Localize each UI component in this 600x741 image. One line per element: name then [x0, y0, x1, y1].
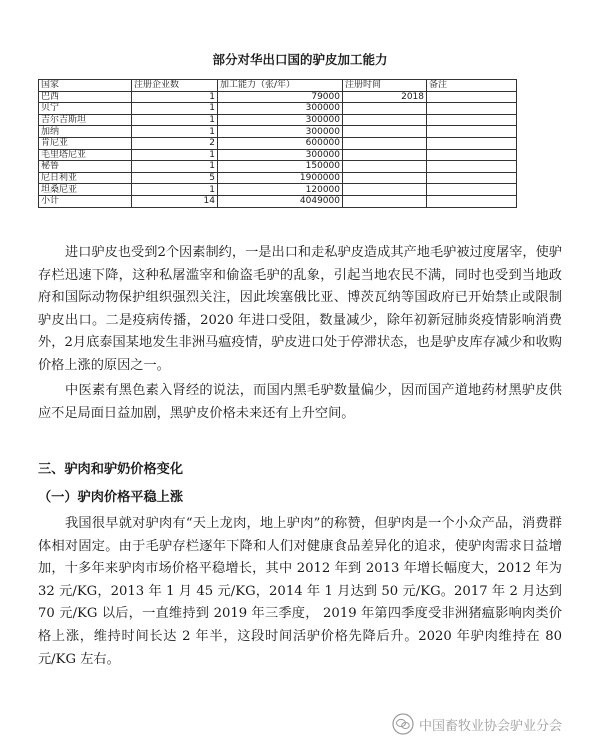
- paragraph-meat-price: 我国很早就对驴肉有“天上龙肉，地上驴肉”的称赞，但驴肉是一个小众产品，消费群体相对固定。由于毛驴存栏逐年下降和人们对健康食品差异化的追求，使驴肉需求日益增加，十多年来驴肉市场价格平稳增长，其中 2012 年到 2013 年增长幅度大，2012 年为 32 元/KG，2013 年 1 月 45 元/KG，2014 年 1 月达到 50 元/KG。2017 年 2 月达到 70 元/KG 以后，一直维持到 2019 年三季度， 2019 年第四季度受非洲猪瘟影响肉类价格上涨，维持时间长达 2 年半，这段时间活驴价格先降后升。2020 年驴肉维持在 80 元/KG 左右。: [38, 516, 562, 667]
- cell-capacity: 4049000: [218, 195, 343, 207]
- cell-companies: 1: [132, 126, 218, 138]
- table-row: [39, 114, 517, 126]
- header-reg-time: 注册时间: [343, 80, 427, 92]
- cell-country: 毛里塔尼亚: [39, 149, 132, 161]
- cell-country: 尼日利亚: [39, 172, 132, 184]
- cell-remarks: [427, 149, 517, 161]
- header-capacity: 加工能力（张/年）: [218, 80, 343, 92]
- table-header-row: [39, 80, 517, 92]
- section-heading-3: 三、驴肉和驴奶价格变化: [38, 462, 184, 477]
- cell-country: 吉尔吉斯坦: [39, 114, 132, 126]
- cell-remarks: [427, 184, 517, 196]
- table-row: [39, 149, 517, 161]
- cell-country: 秘鲁: [39, 161, 132, 173]
- cell-remarks: [427, 172, 517, 184]
- paragraph-black-donkey: 中医素有黑色素入肾经的说法，而国内黑毛驴数量偏少，因而国产道地药材黑驴皮供应不足局面日益加剧，黑驴皮价格未来还有上升空间。: [38, 383, 562, 421]
- cell-capacity: 300000: [218, 103, 343, 115]
- table-row: [39, 195, 517, 207]
- cell-companies: 5: [132, 172, 218, 184]
- paragraph-import-constraints: 进口驴皮也受到2个因素制约，一是出口和走私驴皮造成其产地毛驴被过度屠宰，使驴存栏迅速下降，这种私屠滥宰和偷盗毛驴的乱象，引起当地农民不满，同时也受到当地政府和国际动物保护组织强烈关注，因此埃塞俄比亚、博茨瓦纳等国政府已开始禁止或限制驴皮出口。二是疫病传播，2020 年进口受阻，数量减少，除年初新冠肺炎疫情影响消费外，2月底泰国某地发生非洲马瘟疫情，驴皮进口处于停滞状态，也是驴皮库存减少和收购价格上涨的原因之一。: [38, 245, 562, 373]
- cell-companies: 1: [132, 161, 218, 173]
- cell-companies: 1: [132, 184, 218, 196]
- cell-country: 肯尼亚: [39, 137, 132, 149]
- cell-reg-time: [343, 149, 427, 161]
- table-row: [39, 161, 517, 173]
- subsection-heading-1: （一）驴肉价格平稳上涨: [38, 490, 184, 505]
- header-remarks: 备注: [427, 80, 517, 92]
- cell-capacity: 600000: [218, 137, 343, 149]
- cell-reg-time: [343, 172, 427, 184]
- table-row: [39, 137, 517, 149]
- table-row: [39, 172, 517, 184]
- cell-reg-time: [343, 161, 427, 173]
- cell-companies: 1: [132, 149, 218, 161]
- cell-capacity: 300000: [218, 149, 343, 161]
- cell-reg-time: [343, 103, 427, 115]
- cell-country: 小计: [39, 195, 132, 207]
- cell-remarks: [427, 195, 517, 207]
- cell-country: 加纳: [39, 126, 132, 138]
- cell-reg-time: [343, 184, 427, 196]
- cell-country: 巴西: [39, 91, 132, 103]
- cell-capacity: 300000: [218, 114, 343, 126]
- table-row: [39, 126, 517, 138]
- table-row: [39, 103, 517, 115]
- cell-companies: 1: [132, 114, 218, 126]
- cell-reg-time: [343, 195, 427, 207]
- cell-capacity: 1900000: [218, 172, 343, 184]
- table-title: 部分对华出口国的驴皮加工能力: [212, 52, 388, 67]
- cell-reg-time: [343, 137, 427, 149]
- cell-remarks: [427, 126, 517, 138]
- table-row: [39, 184, 517, 196]
- cell-reg-time: 2018: [343, 91, 427, 103]
- cell-companies: 14: [132, 195, 218, 207]
- cell-companies: 1: [132, 91, 218, 103]
- cell-remarks: [427, 137, 517, 149]
- table-row: [39, 91, 517, 103]
- cell-capacity: 79000: [218, 91, 343, 103]
- watermark-text: 中国畜牧业协会驴业分会: [419, 718, 563, 734]
- cell-remarks: [427, 114, 517, 126]
- cell-country: 贝宁: [39, 103, 132, 115]
- cell-country: 坦桑尼亚: [39, 184, 132, 196]
- header-companies: 注册企业数: [132, 80, 218, 92]
- cell-reg-time: [343, 114, 427, 126]
- wechat-icon: [392, 713, 414, 735]
- cell-reg-time: [343, 126, 427, 138]
- cell-capacity: 150000: [218, 161, 343, 173]
- cell-remarks: [427, 103, 517, 115]
- header-country: 国家: [39, 80, 132, 92]
- cell-remarks: [427, 91, 517, 103]
- cell-capacity: 300000: [218, 126, 343, 138]
- cell-companies: 2: [132, 137, 218, 149]
- processing-capacity-table: [38, 79, 517, 208]
- watermark: [392, 713, 562, 735]
- cell-companies: 1: [132, 103, 218, 115]
- cell-remarks: [427, 161, 517, 173]
- cell-capacity: 120000: [218, 184, 343, 196]
